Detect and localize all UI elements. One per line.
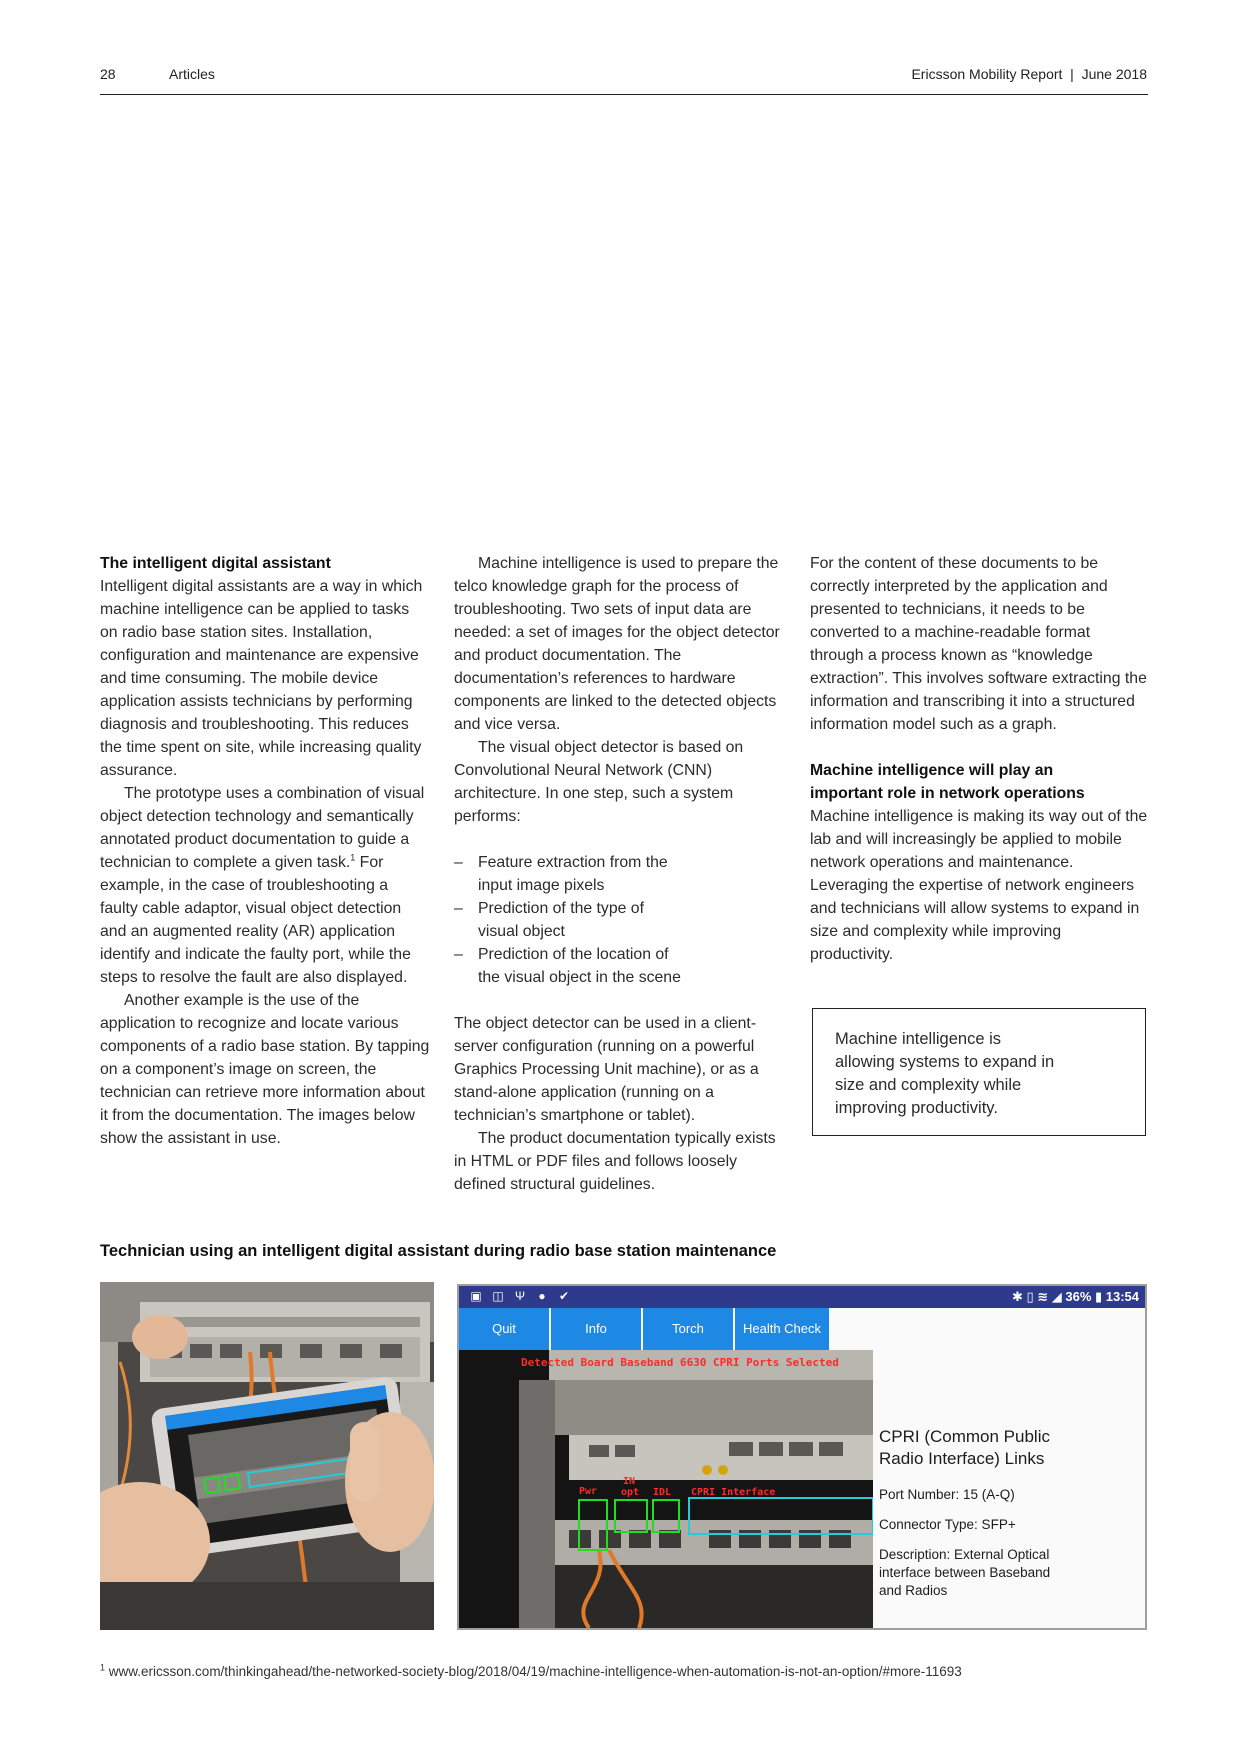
page-number: 28	[100, 66, 116, 82]
record-icon: ●	[538, 1289, 546, 1303]
section-heading-operations: Machine intelligence will play an important role in network operations	[810, 762, 1085, 802]
torch-button[interactable]: Torch	[643, 1308, 735, 1350]
download-done-icon: ✔	[558, 1289, 570, 1303]
detected-board-banner: Detected Board Baseband 6630 CPRI Ports Selected	[521, 1356, 839, 1369]
paragraph: Machine intelligence is used to prepare the telco knowledge graph for the process of troubleshooting. Two sets of input data are needed: a set of images for the object detector and product documentation. The documentation’s references to hardware components are linked to the detected objects and vice versa.	[454, 555, 780, 733]
paragraph: The object detector can be used in a client-server configuration (running on a powerful Graphics Processing Unit machine), or as a stand-alone application (running on a technician’s smartphone or tablet).	[454, 1015, 759, 1124]
camera-feed-drawing	[459, 1350, 873, 1628]
port-number-field: Port Number: 15 (A-Q)	[879, 1487, 1015, 1502]
connector-type-field: Connector Type: SFP+	[879, 1517, 1016, 1532]
in-label: IN	[623, 1476, 636, 1487]
list-item: – Prediction of the location of the visual object in the scene	[454, 943, 786, 989]
paragraph: The visual object detector is based on Convolutional Neural Network (CNN) architecture. In one step, such a system performs:	[454, 739, 744, 825]
info-button[interactable]: Info	[551, 1308, 643, 1350]
footnote-link[interactable]: www.ericsson.com/thinkingahead/the-networked-society-blog/2018/04/19/machine-intelligence-when-automation-is-not-an-option/#more-11693	[108, 1664, 962, 1679]
pwr-label: Pwr	[579, 1486, 598, 1497]
opt-label: opt	[621, 1487, 640, 1498]
pull-quote-text: Machine intelligence is allowing systems to expand in size and complexity while improving productivity.	[835, 1030, 1055, 1117]
info-panel-title: CPRI (Common Public Radio Interface) Links	[879, 1427, 1050, 1468]
footnote-ref: 1	[350, 852, 356, 863]
cpri-interface-label: CPRI Interface	[691, 1487, 776, 1498]
paragraph: The product documentation typically exists in HTML or PDF files and follows loosely defined structural guidelines.	[454, 1130, 776, 1193]
column-1	[100, 552, 430, 1150]
image-icon: ▣	[470, 1289, 482, 1303]
paragraph: The prototype uses a combination of visual object detection technology and semantically annotated product documentation to guide a technician to complete a given task.$^1$ For example, in the case of troubleshooting a faulty cable adaptor, visual object detection and an augmented reality (AR) application identify and indicate the faulty port, while the steps to resolve the fault are also displayed.	[100, 785, 425, 986]
section-heading-assistant: The intelligent digital assistant	[100, 555, 331, 572]
list-item: – Prediction of the type of visual object	[454, 897, 786, 943]
footnote	[100, 1664, 962, 1679]
column-3	[810, 552, 1148, 966]
quit-button[interactable]: Quit	[459, 1308, 551, 1350]
component-info-panel	[879, 1426, 1141, 1600]
pull-quote	[812, 1008, 1146, 1136]
description-field: Description: External Optical interface between Baseband and Radios	[879, 1547, 1051, 1598]
dash-marker: –	[454, 946, 463, 963]
column-2	[454, 552, 786, 1196]
paragraph: Machine intelligence is making its way out of the lab and will increasingly be applied to mobile network operations and maintenance. Leveraging the expertise of network engineers and technicians will allow systems to expand in size and complexity while improving productivity.	[810, 808, 1148, 963]
publication-title: Ericsson Mobility Report | June 2018	[911, 66, 1147, 82]
usb-icon: Ψ	[514, 1289, 526, 1303]
code-icon: ◫	[492, 1289, 504, 1303]
app-screenshot	[457, 1284, 1147, 1630]
technician-photo-drawing	[100, 1282, 434, 1630]
idl-label: IDL	[653, 1487, 672, 1498]
paragraph: Another example is the use of the application to recognize and locate various components of a radio base station. By tapping on a component’s image on screen, the technician can retrieve more information about it from the documentation. The images below show the assistant in use.	[100, 992, 430, 1147]
paragraph: For the content of these documents to be correctly interpreted by the application and presented to technicians, it needs to be converted to a machine-readable format through a process known as “knowledge extraction”. This involves software extracting the information and transcribing it into a structured information model such as a graph.	[810, 555, 1147, 733]
app-toolbar	[459, 1308, 829, 1350]
section-name: Articles	[169, 66, 215, 82]
camera-view[interactable]	[459, 1350, 873, 1628]
header-divider	[100, 94, 1148, 95]
health-check-button[interactable]: Health Check	[742, 1321, 822, 1336]
status-right: ✱ ▯ ≋ ◢ 36% ▮ 13:54	[1011, 1289, 1139, 1304]
list-item: – Feature extraction from the input image pixels	[454, 851, 786, 897]
dash-marker: –	[454, 900, 463, 917]
paragraph: Intelligent digital assistants are a way in which machine intelligence can be applied to tasks on radio base station sites. Installation, configuration and maintenance are expensive and time consuming. The mobile device application assists technicians by performing diagnosis and troubleshooting. This reduces the time spent on site, while increasing quality assurance.	[100, 578, 423, 779]
dash-marker: –	[454, 854, 463, 871]
android-status-bar	[459, 1286, 1145, 1308]
figure-caption: Technician using an intelligent digital assistant during radio base station maintenance	[100, 1242, 777, 1260]
footnote-marker: 1	[100, 1662, 106, 1673]
technician-photo	[100, 1282, 434, 1630]
